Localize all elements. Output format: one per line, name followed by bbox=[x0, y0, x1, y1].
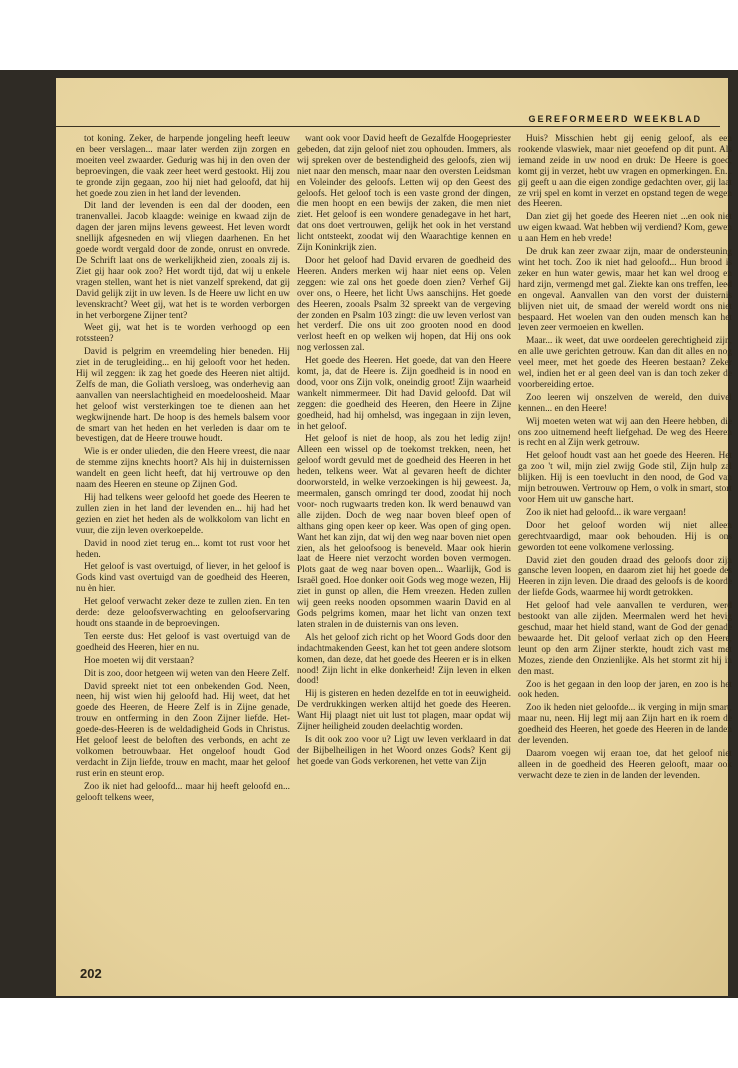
page-number: 202 bbox=[80, 966, 102, 981]
paragraph: Zoo ik heden niet geloofde... ik verging in mijn smart, maar nu, neen. Hij legt mij aan Zijn hart en ik roem de goedheid des Heeren, het goede des Heeren in de landen der levenden. bbox=[518, 703, 732, 747]
paragraph: Het geloof houdt vast aan het goede des Heeren. Het ga zoo 't wil, mijn ziel zwijg Gode stil, Zijn hulp zal blijken. Hij is een toevlucht in den nood, de God van mijn betrouwen. Vertrouw op Hem, o volk in smart, stort voor Hem uit uw gansche hart. bbox=[518, 451, 732, 505]
paragraph: Maar... ik weet, dat uwe oordeelen gerechtigheid zijn, en alle uwe gerichten getrouw. Kan dan dit alles en nog veel meer, met het goede des Heeren bestaan? Zeker wel, indien het er al geen deel van is dan toch zeker de voorbereiding ertoe. bbox=[518, 336, 732, 390]
paragraph: Hij is gisteren en heden dezelfde en tot in eeuwigheid. De verdrukkingen werken altijd het goede des Heeren. Want Hij plaagt niet uit lust tot plagen, maar opdat wij Zijner heiligheid zouden deelachtig worden. bbox=[297, 689, 511, 733]
paragraph: Zoo ik niet had geloofd... ik ware vergaan! bbox=[526, 507, 687, 518]
paragraph: De druk kan zeer zwaar zijn, maar de ondersteuning wint het toch. Zoo ik niet had geloofd... Hun brood is zeker en hun water gewis, maar het kan wel droog en hard zijn, vermengd met gal. Ziekte kan ons treffen, leed en ongeval. Aanvallen van den vorst der duisternis blijven niet uit, de smaad der wereld wordt ons niet bespaard. Het woelen van den ouden mensch kan het leven zeer vermoeien en kwellen. bbox=[518, 247, 732, 334]
paragraph: David ziet den gouden draad des geloofs door zijn gansche leven loopen, en daarom ziet hij het goede des Heeren in zijn leven. Die draad des geloofs is de koorde der liefde Gods, waarmee hij wordt getrokken. bbox=[518, 555, 732, 599]
paragraph: Dan ziet gij het goede des Heeren niet ...en ook niet uw eigen kwaad. Wat hebben wij verdiend? Kom, gewen u aan Hem en heb vrede! bbox=[518, 212, 732, 245]
paragraph: Dit land der levenden is een dal der dooden, een tranenvallei. Jacob klaagde: weinige en kwaad zijn de dagen der jaren mijns levens geweest. Het leven wordt snellijk afgesneden en wij vliegen daarhenen. En het goede wordt vergald door de zonde, onrust en onvrede. De Schrift laat ons de werkelijkheid zien, zooals zij is. Ziet gij haar ook zoo? Het wordt tijd, dat wij u enkele vragen stellen, want het is niet vanzelf sprekend, dat gij David gelijk zijt in uw leven. Is de Heere uw licht en uw levenskracht? Weet gij, wat het is te worden verborgen in het verborgene Zijner tent? bbox=[76, 201, 290, 321]
paragraph: Hij had telkens weer geloofd het goede des Heeren te zullen zien in het land der levenden en... hij had het gezien en ziet het heden als de wolkkolom van licht en vuur, die zijn leven overkoepelde. bbox=[76, 493, 290, 536]
text-column-1 bbox=[76, 134, 290, 942]
paragraph: Als het geloof zich richt op het Woord Gods door den indachtmakenden Geest, kan het tot geen andere slotsom komen, dan deze, dat het goede des Heeren er is in elken nood! Zijn licht in elke donkerheid! Zijn leven in elken dood! bbox=[297, 632, 511, 687]
paragraph: Wij moeten weten wat wij aan den Heere hebben, die ons zoo uitnemend heeft liefgehad. De weg des Heeren is recht en al Zijn werk getrouw. bbox=[518, 416, 732, 449]
paragraph: Hoe moeten wij dit verstaan? bbox=[84, 655, 194, 666]
paragraph: David spreekt niet tot een onbekenden God. Neen, neen, hij wist wien hij geloofd had. Hij weet, dat het goede des Heeren, de Heere Zelf is in Zijne genade, trouw en ontferming in den Zoon Zijner liefde. Het-goede-des-Heeren is de weldadigheid Gods in Christus. Het geloof leest de beloften des verbonds, en acht ze volkomen betrouwbaar. Het ongeloof houdt God verdacht in Zijn liefde, trouw en macht, maar het geloof rust erin en steunt erop. bbox=[76, 681, 290, 779]
magazine-page bbox=[56, 78, 732, 996]
paragraph: tot koning. Zeker, de harpende jongeling heeft leeuw en beer verslagen... maar later werden zijn zorgen en moeiten veel zwaarder. Gedurig was hij in den oven der beproevingen, die vaak zeer heet werd gestookt. Hij zou te gronde zijn gegaan, zoo hij niet had geloofd, dat hij het goede zou zien in het land der levenden. bbox=[76, 134, 290, 199]
paragraph: Zoo ik niet had geloofd... maar hij heeft geloofd en... gelooft telkens weer, bbox=[76, 781, 290, 803]
paragraph: Ten eerste dus: Het geloof is vast overtuigd van de goedheid des Heeren, hier en nu. bbox=[76, 631, 290, 653]
paragraph: Het geloof verwacht zeker deze te zullen zien. En ten derde: deze geloofsverwachting en geloofservaring houdt ons staande in de beproevingen. bbox=[76, 597, 290, 629]
paragraph: want ook voor David heeft de Gezalfde Hoogepriester gebeden, dat zijn geloof niet zou ophouden. Immers, als wij spreken over de bestendigheid des geloofs, zien wij niet naar den mensch, maar naar den oversten Leidsman en Voleinder des geloofs. Letten wij op den Geest des geloofs. Het geloof toch is een vaste grond der dingen, die men hoopt en een bewijs der zaken, die men niet ziet. Het geloof is een wondere genadegave in het hart, dat ons doet vertrouwen, gelijk het ook in het verstand licht ontsteekt, zoodat wij den Waarachtige kennen en Zijn Koninkrijk zien. bbox=[297, 134, 511, 254]
paragraph: Zoo leeren wij onszelven de wereld, den duivel kennen... en den Heere! bbox=[518, 392, 732, 414]
text-column-3 bbox=[518, 134, 732, 942]
paragraph: Door het geloof had David ervaren de goedheid des Heeren. Anders merken wij haar niet eens op. Velen zeggen: wie zal ons het goede doen zien? Verhef Gij over ons, o Heere, het licht Uws aanschijns. Het goede des Heeren, zooals Psalm 32 spreekt van de vergeving der zonden en Psalm 103 zingt: die uw leven verlost van het verderf. Die ons uit zoo grooten nood en dood verlost heeft en op welken wij hopen, dat Hij ons ook nog verlossen zal. bbox=[297, 255, 511, 354]
paragraph: Daarom voegen wij eraan toe, dat het geloof niet alleen in de goedheid des Heeren gelooft, maar ook verwacht deze te zien in de landen der levenden. bbox=[518, 748, 732, 781]
paragraph: Dit is zoo, door hetgeen wij weten van den Heere Zelf. bbox=[84, 668, 290, 679]
paragraph: Het goede des Heeren. Het goede, dat van den Heere komt, ja, dat de Heere is. Zijn goedheid is in nood en dood, voor ons Zijn volk, oneindig groot! Zijn waarheid wankelt nimmermeer. Dit had David geloofd. Dat wil zeggen: die goedheid des Heeren, den Heere in Zijne goedheid, had hij omhelsd, was ingegaan in zijn leven, in het geloof. bbox=[297, 356, 511, 432]
paragraph: Huis? Misschien hebt gij eenig geloof, als een rookende vlaswiek, maar niet geoefend op dit punt. Als iemand zeide in uw nood en druk: De Heere is goed, komt gij in verzet, hebt uw vragen en opmerkingen. En... gij geeft u aan die eigen zondige gedachten over, gij laat ze vrij spel en komt in verzet en opstand tegen de wegen des Heeren. bbox=[518, 134, 732, 210]
paragraph: Weet gij, wat het is te worden verhoogd op een rotssteen? bbox=[76, 323, 290, 345]
paragraph: Het geloof is vast overtuigd, of liever, in het geloof is Gods kind vast overtuigd van de goedheid des Heeren, nu èn hier. bbox=[76, 562, 290, 595]
paragraph: Door het geloof worden wij niet alleen gerechtvaardigd, maar ook behouden. Hij is ons geworden tot eene volkomene verlossing. bbox=[518, 520, 732, 553]
running-header: GEREFORMEERD WEEKBLAD bbox=[56, 112, 720, 127]
paragraph: Het geloof had vele aanvallen te verduren, werd bestookt van alle zijden. Meermalen werd het hevig geschud, maar het hield stand, want de God der genade bewaarde het. Dit geloof verlaat zich op den Heere, leunt op den arm Zijner sterkte, houdt zich vast met Mozes, ziende den Onzienlijke. Als het stormt zit hij in den mast. bbox=[518, 601, 732, 677]
paragraph: Is dit ook zoo voor u? Ligt uw leven verklaard in dat der Bijbelheiligen in het Woord onzes Gods? Kent gij het goede van Gods verkorenen, het vette van Zijn bbox=[297, 734, 511, 767]
paragraph: Het geloof is niet de hoop, als zou het ledig zijn! Alleen een wissel op de toekomst trekken, neen, het geloof wordt gevuld met de goedheid des Heeren in het heden, telkens weer. Wat al gevaren heeft de dichter doorworsteld, in welke verzoekingen is hij geweest. Ja, meermalen, gansch omringd ter dood, zoodat hij noch voor- noch rugwaarts treden kon. Ik werd benauwd van alle zijden. Doch de weg naar boven bleef open of althans ging open keer op keer. Was open of ging open. Want het kan zijn, dat wij den weg naar boven niet open zien, als het geloofsoog is beneveld. Maar ook hierin laat de Heere niet verzocht worden boven vermogen. Plots gaat de weg naar boven open... Waarlijk, God is Israël goed. Hoe donker ooit Gods weg moge wezen, Hij ziet in gunst op allen, die Hem vreezen. Heden zullen wij geen reeks nooden opsommen waarin David en al Gods pelgrims komen, maar het licht van onzen text laten stralen in de duisternis van ons leven. bbox=[297, 434, 511, 630]
text-column-2 bbox=[297, 134, 511, 942]
paragraph: Zoo is het gegaan in den loop der jaren, en zoo is het ook heden. bbox=[518, 679, 732, 701]
paragraph: Wie is er onder ulieden, die den Heere vreest, die naar de stemme zijns knechts hoort? Als hij in duisternissen wandelt en geen licht heeft, dat hij vertrouwe op den naam des Heeren en steune op Zijnen God. bbox=[76, 447, 290, 491]
scanned-page-background bbox=[0, 70, 738, 998]
paragraph: David is pelgrim en vreemdeling hier beneden. Hij ziet in de terugleiding... en hij gelooft voor het heden. Hij wil zeggen: ik zag het goede des Heeren niet altijd. Zelfs de man, die Goliath versloeg, was onderhevig aan aanvallen van neerslachtigheid en moedeloosheid. Maar het geloof wist versterkingen toe te dienen aan het wegkwijnende hart. De hoop is des hemels balsem voor de smart van het heden en het verleden is daar om te bevestigen, dat de Heere trouwe houdt. bbox=[76, 347, 290, 445]
paragraph: David in nood ziet terug en... komt tot rust voor het heden. bbox=[76, 538, 290, 560]
